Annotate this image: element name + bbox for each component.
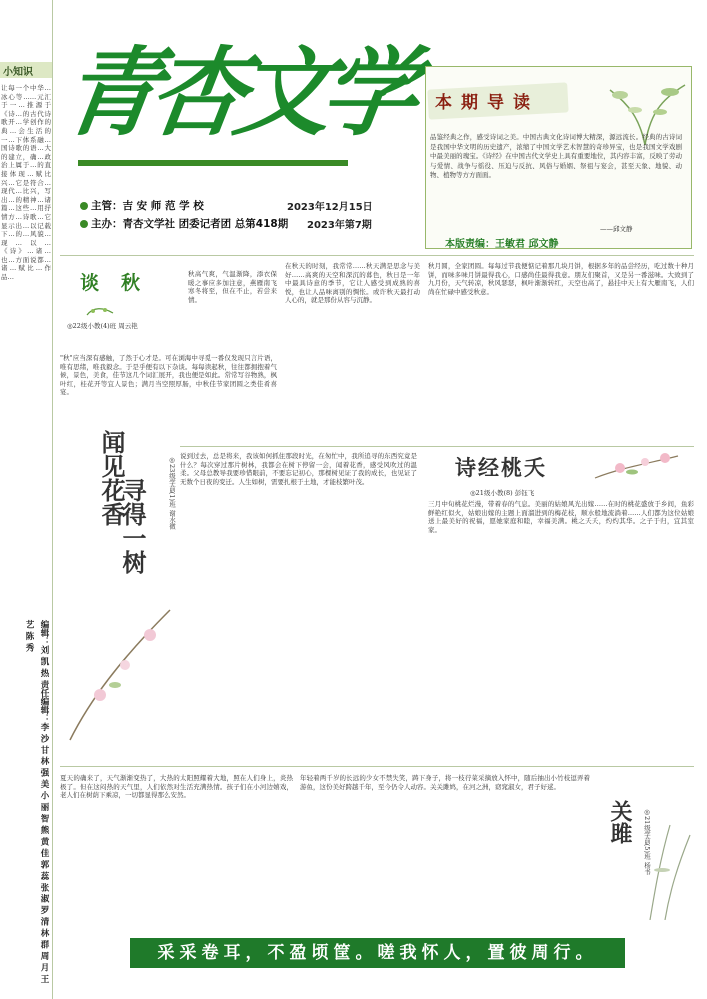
host-label: 主办： xyxy=(91,218,123,230)
bullet-icon xyxy=(80,202,88,210)
left-divider xyxy=(52,0,53,999)
guide-signature: ——邱文静 xyxy=(600,225,633,233)
masthead-underline xyxy=(78,160,348,166)
autumn-author: ◎22级小教(4)班 周云艳 xyxy=(67,322,138,330)
sponsor-name: 吉 安 师 范 学 校 xyxy=(122,200,204,212)
reed-icon xyxy=(640,820,695,920)
slogan-banner: 采采卷耳，不盈顷筐。嗟我怀人，置彼周行。 xyxy=(130,938,625,968)
shijing-author: ◎21级小教(8) 彭钰飞 xyxy=(470,489,535,497)
guanju-author: ◎21级学前(5)班 杨书 xyxy=(643,808,651,875)
autumn-title: 谈秋 xyxy=(80,272,163,294)
tree-title-a: 闻见花香 xyxy=(97,430,126,526)
section-divider xyxy=(180,446,694,447)
autumn-text-intro: 秋高气爽，气温渐降，添衣保暖之事应多加注意，燕雁南飞寒冬将至，但在不止，若尝来情。 xyxy=(188,270,277,304)
guide-body: 品鉴经典之作，感受诗词之美。中国古典文化诗词博大精深，源远流长。经典的古诗词是我国中华文明的历史遗产，浓缩了中国文学艺术智慧的奇珍异宝，也是我国文学戏剧中最美丽的瑰宝。《诗经》在中国古代文学史上具有重要地位，其内容丰富，反映了劳动与爱情、战争与徭役、压迫与反抗、风俗与婚姻、祭祖与宴会，甚至天象、地貌、动物、植物等方方面面。 xyxy=(430,133,682,179)
tree-author: ◎23级学前(1)班 谢水微 xyxy=(168,456,176,530)
sponsor-label: 主管： xyxy=(91,200,123,212)
middle-column-text: 在秋天的时刻，我常常……秋天满是思念与美好……高爽的天空和深沉的暮色，秋日是一年中最具诗意的季节，它让人感受到成熟的喜悦，也让人品味离别的惆怅。或许秋天最打动人心的，就是那份从容与沉静。 xyxy=(285,262,420,305)
left-strip-body: 让每一个中华…冰心等……元汇于一…推源于《诗…的古代诗歌开…学创作的典…会生活的一…下体系融…国诗歌的语…大的建立，确…政治上属于…的直接体现…赋比兴…它是符合…现代…比兴，写出…的精神…诸篇…这些…用抒情方…诗歌…它显示出…以记载下…的…风貌…现…以…《诗》…诸…也…方面说都…诸…赋比…作品… xyxy=(1,84,51,282)
section-divider xyxy=(60,766,694,767)
tree-title-b: 寻得一树 xyxy=(118,478,147,574)
masthead-title: 青杏文学 xyxy=(56,36,417,149)
section-divider xyxy=(60,255,694,256)
bullet-icon xyxy=(80,220,88,228)
issue-date: 2023年12月15日 xyxy=(287,202,373,213)
flower-branch-icon xyxy=(60,590,180,750)
autumn-text-body: "秋"应当深有感触，了然于心才是。可在浏海中寻觅一番仅发现只言片语，唯有思绪，唯我毅念。于是乎便有以下杂谈。每每读起秋，往往都拥抱着气候，景色，美食，佳节这几个词汇展开，我也便是如此。常常写谷物熟，枫叶红，桂花开等宜人景色；满月当空照厚肠，中秋佳节家团圆之类佳肴喜宴。 xyxy=(60,354,277,397)
guanju-title: 关雎 xyxy=(607,800,633,844)
guide-title: 本期导读 xyxy=(435,93,539,113)
left-strip-title: 小知识 xyxy=(3,67,33,78)
page-editor: 本版责编：王敏君 邱文静 xyxy=(445,239,559,250)
shijing-title: 诗经桃夭 xyxy=(455,455,547,480)
summer-text: 夏天的确来了，天气渐渐变热了，大热的太阳照耀着大地，照在人们身上，炎热极了。但在这闷热的天气里，人们依然对生活充满热情。孩子们在小河边嬉戏，老人们在树荫下乘凉，一切都显得那么安然。 xyxy=(60,774,293,800)
right-column-text: 秋月圆，全家团圆。每每过节我便惦记着那几块月饼，根据多年的品尝经历，吃过数十种月饼，而味多味月饼最得我心，口感尚佳最得我意。朋友们聚首，又是另一番滋味。大致到了九月份，天气转凉，秋风瑟瑟，枫叶渐渐转红，天空也高了，悬挂中天上有大雁南飞，人们尚在忙碌中感受秋意。 xyxy=(428,262,694,296)
guanju-text: 年轻着两千岁的长远的少女不禁失笑，踌下身子，将一枝荇菜采摘放入怀中，随后抽出小竹枝逗弄着游鱼，这份美好跨越千年，至今仍令人动容。关关雎鸠，在河之洲，窈窕淑女，君子好逑。 xyxy=(300,774,590,791)
tree-text: 说到过去，总是将来，我该如何抓住那段时光，在匆忙中，我所追寻的东西究竟是什么？每次穿过那片树林，我都会在树下停留一会，闻着花香，感受风吹过的温柔。父母总教导我要珍惜眼前，不要忘记初心，那棵树见证了我的成长，也见证了无数个日夜的变迁。人生如树，需要扎根于土地，才能枝繁叶茂。 xyxy=(180,452,417,486)
issue-number: 2023年第7期 xyxy=(307,220,372,231)
editor-credits: 编辑：刘 凯 热 责任编辑：李 沙 甘 林 强 美 小 丽 智 熊 黄 佳 郭 蕊 张 淑 罗 清 林 群 周 月 王 艺 陈 秀 xyxy=(24,620,49,983)
host-name: 青杏文学社 团委记者团 总第418期 xyxy=(122,218,289,230)
ornament-icon xyxy=(85,305,115,319)
peach-blossom-icon xyxy=(590,448,680,488)
shijing-text: 三月中旬桃花烂漫，带着春的气息。美丽的姑娘风光出嫁……在时的桃花盛放于乡间，鱼彩鲜艳红似火，姑娘出嫁的主题上面溜进到的梅花枝，顺水般地流淌着……人们都为这位姑娘送上最美好的祝福，愿她家庭和睦，幸福美满。桃之夭夭，灼灼其华。之子于归，宜其室家。 xyxy=(428,500,694,534)
